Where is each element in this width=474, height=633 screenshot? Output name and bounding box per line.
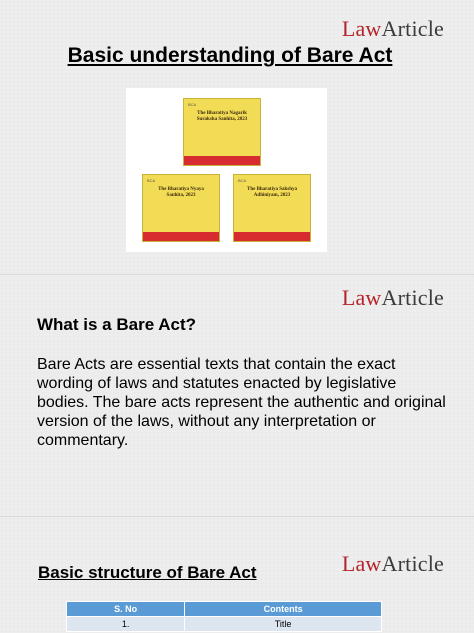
table-cell: Title (185, 617, 382, 632)
lawarticle-logo: LawArticle (341, 551, 444, 576)
book-cover: BCA The Bharatiya Nagarik Suraksha Sanhita, 2023 (183, 98, 261, 166)
table-header-cell: S. No (67, 602, 185, 617)
structure-table (66, 601, 382, 632)
lawarticle-logo: LawArticle (341, 285, 444, 310)
table-row (67, 617, 382, 632)
section-heading: Basic structure of Bare Act (38, 563, 257, 582)
slide-basic-structure (0, 516, 474, 633)
book-cover: BCA The Bharatiya Nyaya Sanhita, 2023 (142, 174, 220, 242)
table-header-row (67, 602, 382, 617)
page-title: Basic understanding of Bare Act (67, 44, 393, 67)
section-heading: What is a Bare Act? (37, 315, 197, 334)
table-cell: 1. (67, 617, 185, 632)
lawarticle-logo: LawArticle (341, 16, 444, 41)
section-body-text: Bare Acts are essential texts that contain the exact wording of laws and statutes enacted by legislative bodies. The bare acts represent the authentic and original version of the laws, without any interpretation or commentary. (37, 356, 446, 449)
table-header-cell: Contents (185, 602, 382, 617)
slide-basic-understanding (0, 0, 474, 272)
slide-what-is-bare-act (0, 274, 474, 515)
book-cover: BCA The Bharatiya Sakshya Adhiniyam, 2023 (233, 174, 311, 242)
bare-act-books-image (126, 88, 327, 252)
